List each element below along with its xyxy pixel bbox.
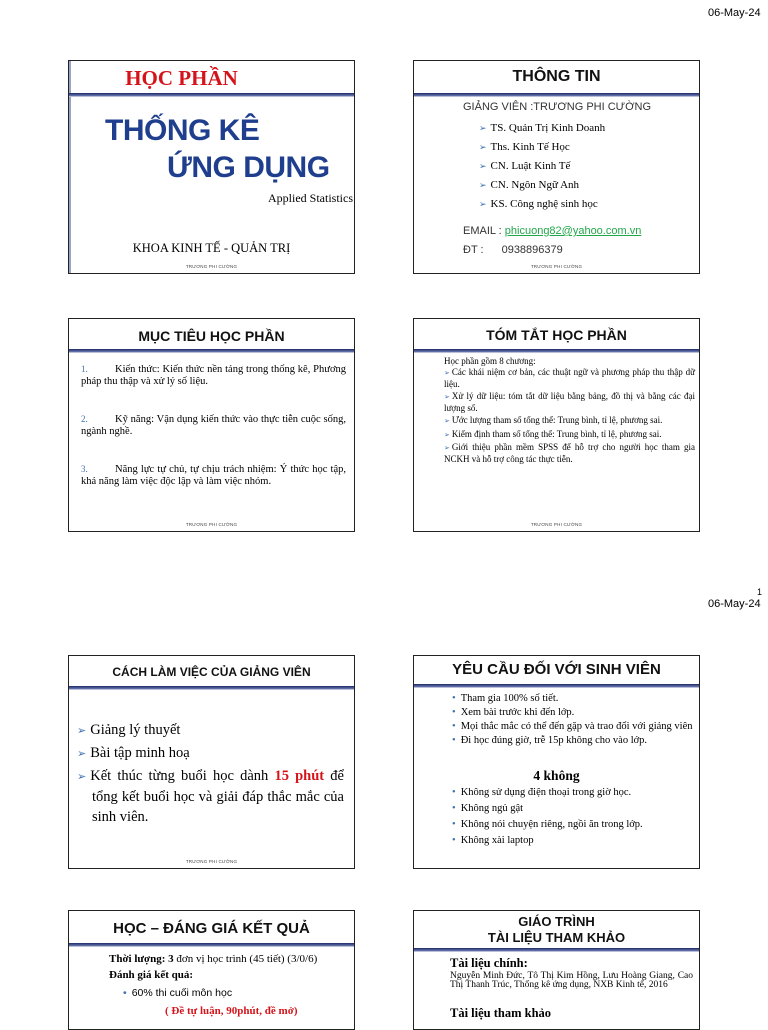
dot-bullet-icon: • xyxy=(452,787,456,798)
reference-label: Tài liệu tham khảo xyxy=(450,1006,552,1020)
dot-bullet-icon: • xyxy=(452,835,456,846)
slide-title xyxy=(68,60,355,274)
arrow-bullet-icon: ➢ xyxy=(479,161,487,171)
slide-subtitle: TÀI LIỆU THAM KHẢO xyxy=(487,930,626,945)
dot-bullet-icon: • xyxy=(452,707,456,718)
arrow-bullet-icon: ➢ xyxy=(444,430,450,439)
slide-objectives xyxy=(68,318,355,532)
slide-references xyxy=(413,910,700,1030)
chapter-list xyxy=(444,367,695,464)
prohibition-list xyxy=(452,787,693,847)
dot-bullet-icon: • xyxy=(452,819,456,830)
arrow-bullet-icon: ➢ xyxy=(444,393,450,401)
phone-row: ĐT : 0938896379 xyxy=(463,244,563,256)
slide-title: TÓM TẮT HỌC PHẦN xyxy=(486,327,627,343)
course-heading: HỌC PHẦN xyxy=(125,66,238,90)
title-bar xyxy=(69,943,354,946)
requirement-list xyxy=(452,693,693,747)
dot-bullet-icon: • xyxy=(452,735,456,746)
prohibition-item: • Không xài laptop xyxy=(452,835,534,846)
title-bar xyxy=(69,93,354,96)
slide-assessment xyxy=(68,910,355,1030)
title-bar xyxy=(69,686,354,689)
evaluation-detail: ( Đề tự luận, 90phút, đề mở) xyxy=(165,1005,298,1017)
title-line-1: THỐNG KÊ xyxy=(105,114,260,147)
degree-item: ➢ CN. Ngôn Ngữ Anh xyxy=(479,179,580,191)
objective-item: 2. Kỹ năng: Vận dụng kiến thức vào thực tiễn cuộc sống, ngành nghề. xyxy=(81,414,346,437)
requirement-item: • Xem bài trước khi đến lớp. xyxy=(452,707,575,718)
method-list xyxy=(77,720,344,827)
slide-title: GIÁO TRÌNH xyxy=(518,914,595,929)
title-bar xyxy=(414,948,699,951)
title-bar xyxy=(69,349,354,352)
degree-list xyxy=(479,119,605,214)
arrow-bullet-icon: ➢ xyxy=(479,142,487,152)
arrow-bullet-icon: ➢ xyxy=(479,199,487,209)
page-date-top: 06-May-24 xyxy=(708,7,761,19)
degree-item: ➢ KS. Công nghệ sinh học xyxy=(479,198,598,210)
slide-teaching-method xyxy=(68,655,355,869)
evaluation-item: • 60% thi cuối môn học xyxy=(123,987,233,999)
page-number: 1 xyxy=(757,587,763,597)
slide-footer: TRƯƠNG PHI CƯỜNG xyxy=(185,859,238,864)
dot-bullet-icon: • xyxy=(123,987,127,999)
chapter-item: ➢ Các khái niệm cơ bản, các thuật ngữ và phương pháp thu thập dữ liệu. xyxy=(444,367,695,389)
slide-footer: TRƯƠNG PHI CƯỜNG xyxy=(185,522,238,527)
method-item: ➢ Bài tập minh hoạ xyxy=(77,745,190,761)
slide-footer: TRƯƠNG PHI CƯỜNG xyxy=(530,522,583,527)
arrow-bullet-icon: ➢ xyxy=(479,123,487,133)
title-bar xyxy=(414,684,699,687)
degree-item: ➢ CN. Luật Kinh Tế xyxy=(479,160,571,172)
slide-title: CÁCH LÀM VIỆC CỦA GIẢNG VIÊN xyxy=(112,665,311,679)
chapter-item: ➢ Kiểm định tham số tổng thể: Trung bình, tỉ lệ, phương sai. xyxy=(444,428,662,439)
degree-item: ➢ TS. Quản Trị Kinh Doanh xyxy=(479,122,606,134)
title-line-2: ỨNG DỤNG xyxy=(167,151,330,184)
dot-bullet-icon: • xyxy=(452,693,456,704)
dot-bullet-icon: • xyxy=(452,803,456,814)
arrow-bullet-icon: ➢ xyxy=(479,180,487,190)
four-nots-heading: 4 không xyxy=(533,768,580,783)
email-link[interactable]: phicuong82@yahoo.com.vn xyxy=(504,225,642,237)
slide-footer: TRƯƠNG PHI CƯỜNG xyxy=(530,264,583,269)
chapter-item: ➢ Xử lý dữ liệu: tóm tắt dữ liệu bằng bảng, đồ thị và bằng các đại lượng số. xyxy=(444,391,695,413)
title-bar xyxy=(414,93,699,96)
objective-item: 3. Năng lực tự chủ, tự chịu trách nhiệm: Ý thức học tập, khả năng làm việc độc lập và làm việc nhóm. xyxy=(81,464,346,487)
slide-title: YÊU CẦU ĐỐI VỚI SINH VIÊN xyxy=(452,661,661,678)
duration-row: Thời lượng: 3 đơn vị học trình (45 tiết) (3/0/6) xyxy=(109,953,318,965)
slide-summary xyxy=(413,318,700,532)
chapter-item: ➢ Ước lượng tham số tổng thể: Trung bình, tỉ lệ, phương sai. xyxy=(444,415,663,425)
evaluation-label: Đánh giá kết quả: xyxy=(109,969,194,981)
lecturer-name: GIẢNG VIÊN :TRƯƠNG PHI CƯỜNG xyxy=(463,101,651,113)
requirement-item: • Mọi thắc mắc có thể đến gặp và trao đổi với giảng viên xyxy=(452,721,693,732)
slide-title: HỌC – ĐÁNG GIÁ KẾT QUẢ xyxy=(113,920,310,937)
page-date-mid: 06-May-24 xyxy=(708,598,761,610)
arrow-bullet-icon: ➢ xyxy=(444,369,450,377)
arrow-bullet-icon: ➢ xyxy=(77,771,87,783)
english-title: Applied Statistics xyxy=(268,191,353,205)
slide-title: MỤC TIÊU HỌC PHẦN xyxy=(138,328,285,344)
title-bar xyxy=(414,349,699,352)
prohibition-item: • Không nói chuyện riêng, ngồi ăn trong lớp. xyxy=(452,819,643,830)
slide-title: THÔNG TIN xyxy=(512,68,601,85)
degree-item: ➢ Ths. Kinh Tế Học xyxy=(479,141,570,153)
method-item: ➢ Giảng lý thuyết xyxy=(77,722,181,738)
email-row: EMAIL : phicuong82@yahoo.com.vn xyxy=(463,225,642,237)
prohibition-item: • Không sử dụng điện thoại trong giờ học. xyxy=(452,787,632,798)
arrow-bullet-icon: ➢ xyxy=(444,444,450,452)
requirement-item: • Tham gia 100% số tiết. xyxy=(452,693,559,704)
dot-bullet-icon: • xyxy=(452,721,456,732)
slide-student-requirements xyxy=(413,655,700,869)
faculty-name: KHOA KINH TẾ - QUẢN TRỊ xyxy=(132,241,291,255)
prohibition-item: • Không ngủ gật xyxy=(452,803,524,814)
slide-info xyxy=(413,60,700,274)
summary-intro: Học phần gồm 8 chương: xyxy=(444,356,536,366)
method-item: ➢ Kết thúc từng buổi học dành 15 phút để tổng kết buổi học và giải đáp thắc mắc của sinh viên. xyxy=(77,768,344,825)
chapter-item: ➢ Giới thiệu phần mềm SPSS để hỗ trợ cho người học tham gia NCKH và hỗ trợ công tác thực tiễn. xyxy=(444,442,695,464)
arrow-bullet-icon: ➢ xyxy=(77,725,87,737)
main-material-text: Nguyễn Minh Đức, Tô Thị Kim Hồng, Lưu Hoàng Giang, Cao Thị Thanh Trúc, Thống kê ứng dụng, NXB Kinh tế, 2016 xyxy=(450,971,693,990)
arrow-bullet-icon: ➢ xyxy=(444,417,450,425)
requirement-item: • Đi học đúng giờ, trễ 15p không cho vào lớp. xyxy=(452,735,648,746)
objective-item: 1. Kiến thức: Kiến thức nền tảng trong thống kê, Phương pháp thu thập và xử lý số liệu. xyxy=(81,364,346,387)
arrow-bullet-icon: ➢ xyxy=(77,748,87,760)
slide-footer: TRƯƠNG PHI CƯỜNG xyxy=(185,264,238,269)
main-material-label: Tài liệu chính: xyxy=(450,956,528,970)
